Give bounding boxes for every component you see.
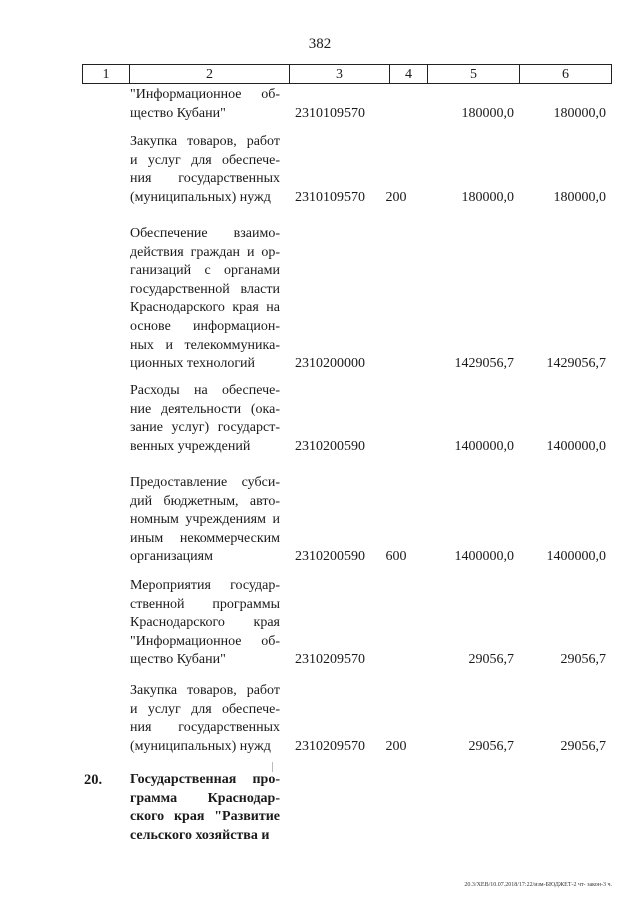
amount-year-2: 180000,0 [553,189,606,205]
description-line: ния государственных [130,720,280,736]
description-line: ственной программы [130,596,280,612]
column-header-1: 1 [82,64,130,84]
description-line: основе информацион- [130,318,280,334]
description-line: и услуг для обеспече- [130,152,280,168]
description-line: ганизаций с органами [130,263,280,279]
target-code: 2310109570 [295,189,365,205]
amount-year-1: 29056,7 [468,738,514,754]
description-line: Закупка товаров, работ [130,134,280,149]
column-header-5: 5 [428,64,520,84]
row-description [130,577,280,670]
amount-year-2: 1400000,0 [546,438,606,454]
section-title-line: Государственная про- [130,772,280,787]
target-code: 2310200590 [295,438,365,454]
amount-year-1: 1400000,0 [454,438,514,454]
description-line: ционных технологий [130,356,256,372]
description-line: ния государственных [130,171,280,187]
amount-year-1: 180000,0 [461,105,514,121]
description-line: дий бюджетным, авто- [130,493,280,509]
description-line: зание услуг) государст- [130,420,280,436]
amount-year-1: 29056,7 [468,652,514,668]
target-code: 2310200590 [295,549,365,565]
amount-year-1: 1400000,0 [454,549,514,565]
row-description [130,474,280,567]
amount-year-2: 29056,7 [560,652,606,668]
amount-year-2: 29056,7 [560,738,606,754]
description-line: и услуг для обеспече- [130,701,280,717]
description-line: ние деятельности (ока- [130,401,280,417]
document-footer: 20.3/XEB/10.07.2018/17:22/изм-БЮДЖЕТ-2 чт- закон-3 ч. [464,882,612,888]
row-description [130,225,280,374]
row-description [130,682,280,756]
description-line: Краснодарского края [130,615,280,631]
amount-year-2: 180000,0 [553,105,606,121]
column-header-3: 3 [290,64,390,84]
column-header-4: 4 [390,64,428,84]
description-line: щество Кубани" [130,652,226,668]
description-line: ных и телекоммуника- [130,337,280,353]
target-code: 2310209570 [295,738,365,754]
expense-type: 200 [385,738,407,754]
description-line: иным некоммерческим [130,530,280,546]
description-line: Закупка товаров, работ [130,683,280,698]
expense-type: 600 [385,549,407,565]
column-header-2: 2 [130,64,290,84]
description-line: Расходы на обеспече- [130,383,280,398]
target-code: 2310209570 [295,652,365,668]
description-line: "Информационное об- [130,633,280,649]
row-description [130,86,280,123]
row-description [130,133,280,207]
amount-year-2: 1400000,0 [546,549,606,565]
target-code: 2310200000 [295,356,365,372]
amount-year-1: 180000,0 [461,189,514,205]
description-line: (муниципальных) нужд [130,738,271,754]
section-title-line: грамма Краснодар- [130,790,280,806]
row-description [130,382,280,456]
description-line: Предоставление субси- [130,475,280,490]
section-number: 20. [84,772,103,788]
target-code: 2310109570 [295,105,365,121]
description-line: (муниципальных) нужд [130,189,271,205]
description-line: "Информационное об- [130,87,280,102]
description-line: государственной власти [130,281,280,297]
amount-year-1: 1429056,7 [454,356,514,372]
description-line: организациям [130,549,213,565]
description-line: щество Кубани" [130,105,226,121]
description-line: Краснодарского края на [130,300,280,316]
description-line: номным учреждениям и [130,512,280,528]
expense-type: 200 [385,189,407,205]
description-line: действия граждан и ор- [130,244,280,260]
section-title-line: ского края "Развитие [130,809,280,825]
section-title-line: сельского хозяйства и [130,827,270,843]
description-line: Обеспечение взаимо- [130,226,280,241]
column-header-6: 6 [520,64,612,84]
section-title [130,771,280,845]
amount-year-2: 1429056,7 [546,356,606,372]
description-line: венных учреждений [130,438,251,454]
page-number: 382 [308,36,332,52]
description-line: Мероприятия государ- [130,578,280,593]
